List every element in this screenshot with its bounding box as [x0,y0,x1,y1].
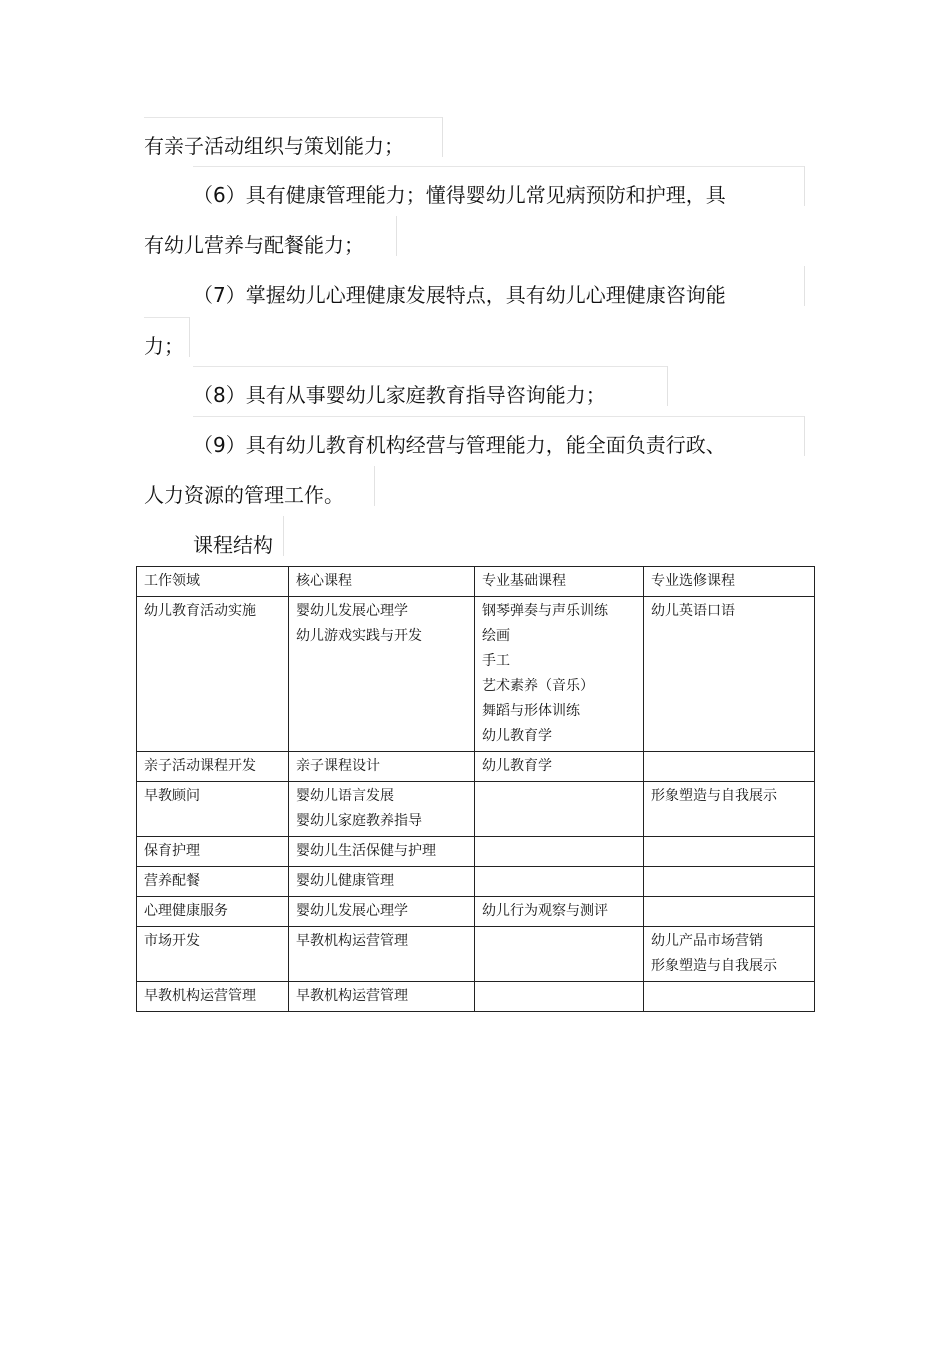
table-row [137,982,815,1012]
elective-course-cell [644,837,815,867]
basic-course-cell [475,597,644,752]
course-item: 幼儿行为观察与测评 [482,903,608,919]
table-header-row [137,567,815,597]
course-item: 舞蹈与形体训练 [482,703,580,719]
section-title [193,530,273,560]
core-course-cell [289,597,475,752]
table-row [137,597,815,752]
paragraph-text: （6）具有健康管理能力；懂得婴幼儿常见病预防和护理，具 [193,183,726,207]
course-item: 市场开发 [144,933,200,949]
text-rule [283,516,284,556]
basic-course-cell [475,867,644,897]
basic-course-cell [475,927,644,982]
elective-course-cell [644,752,815,782]
paragraph-text: （7）掌握幼儿心理健康发展特点，具有幼儿心理健康咨询能 [193,283,726,307]
text-rule [193,366,667,367]
text-rule [396,216,397,256]
course-item: 早教顾问 [144,788,200,804]
elective-course-cell [644,982,815,1012]
text-rule [804,166,805,206]
paragraph-6-line-2 [144,230,364,260]
course-item: 绘画 [482,628,510,644]
course-item: 手工 [482,653,510,669]
work-area-cell [137,837,289,867]
basic-course-cell [475,982,644,1012]
course-item: 亲子课程设计 [296,758,380,774]
basic-course-cell [475,897,644,927]
paragraph-9-line-2 [144,480,344,510]
core-course-cell [289,782,475,837]
course-item: 形象塑造与自我展示 [651,958,777,974]
course-item: 心理健康服务 [144,903,228,919]
work-area-cell [137,597,289,752]
course-item: 婴幼儿发展心理学 [296,903,408,919]
core-course-cell [289,752,475,782]
text-rule [144,117,442,118]
paragraph-7-line-1 [193,280,726,310]
core-course-cell [289,982,475,1012]
course-item: 婴幼儿发展心理学 [296,603,408,619]
course-item: 保育护理 [144,843,200,859]
text-rule [804,266,805,306]
course-item: 婴幼儿健康管理 [296,873,394,889]
text-rule [193,416,804,417]
core-course-cell [289,867,475,897]
table-row [137,752,815,782]
basic-course-cell [475,752,644,782]
paragraph-text: 有亲子活动组织与策划能力； [144,134,404,158]
course-item: 亲子活动课程开发 [144,758,256,774]
course-structure-table [136,566,815,1012]
header-core-courses: 核心课程 [289,567,475,597]
text-rule [667,366,668,406]
work-area-cell [137,782,289,837]
basic-course-cell [475,782,644,837]
text-rule [374,466,375,506]
header-basic-courses: 专业基础课程 [475,567,644,597]
paragraph-text: 力； [144,334,184,358]
core-course-cell [289,897,475,927]
work-area-cell [137,867,289,897]
text-rule [193,166,804,167]
paragraph-7-line-2 [144,331,184,361]
elective-course-cell [644,897,815,927]
work-area-cell [137,897,289,927]
elective-course-cell [644,927,815,982]
table-row [137,897,815,927]
elective-course-cell [644,782,815,837]
table-row [137,867,815,897]
course-item: 早教机构运营管理 [296,988,408,1004]
text-rule [189,317,190,357]
paragraph-text: （8）具有从事婴幼儿家庭教育指导咨询能力； [193,383,606,407]
work-area-cell [137,927,289,982]
section-title-text: 课程结构 [193,533,273,557]
course-item: 营养配餐 [144,873,200,889]
course-item: 艺术素养（音乐） [482,678,594,694]
course-item: 幼儿英语口语 [651,603,735,619]
course-item: 早教机构运营管理 [296,933,408,949]
paragraph-text: （9）具有幼儿教育机构经营与管理能力，能全面负责行政、 [193,433,726,457]
text-rule [442,117,443,157]
basic-course-cell [475,837,644,867]
paragraph-8 [193,380,606,410]
header-work-area: 工作领域 [137,567,289,597]
paragraph-text: 人力资源的管理工作。 [144,483,344,507]
text-rule [144,317,189,318]
course-item: 幼儿教育学 [482,728,552,744]
course-item: 幼儿教育活动实施 [144,603,256,619]
core-course-cell [289,927,475,982]
course-item: 婴幼儿语言发展 [296,788,394,804]
elective-course-cell [644,867,815,897]
core-course-cell [289,837,475,867]
elective-course-cell [644,597,815,752]
course-item: 婴幼儿家庭教养指导 [296,813,422,829]
table-row [137,927,815,982]
work-area-cell [137,752,289,782]
paragraph-text: 有幼儿营养与配餐能力； [144,233,364,257]
paragraph-6-line-1 [193,180,726,210]
course-item: 钢琴弹奏与声乐训练 [482,603,608,619]
work-area-cell [137,982,289,1012]
text-rule [804,416,805,456]
course-item: 幼儿产品市场营销 [651,933,763,949]
paragraph-5-continuation [144,131,404,161]
table-row [137,782,815,837]
table-row [137,837,815,867]
course-item: 婴幼儿生活保健与护理 [296,843,436,859]
paragraph-9-line-1 [193,430,726,460]
course-item: 早教机构运营管理 [144,988,256,1004]
course-item: 形象塑造与自我展示 [651,788,777,804]
course-item: 幼儿游戏实践与开发 [296,628,422,644]
course-item: 幼儿教育学 [482,758,552,774]
header-elective-courses: 专业选修课程 [644,567,815,597]
